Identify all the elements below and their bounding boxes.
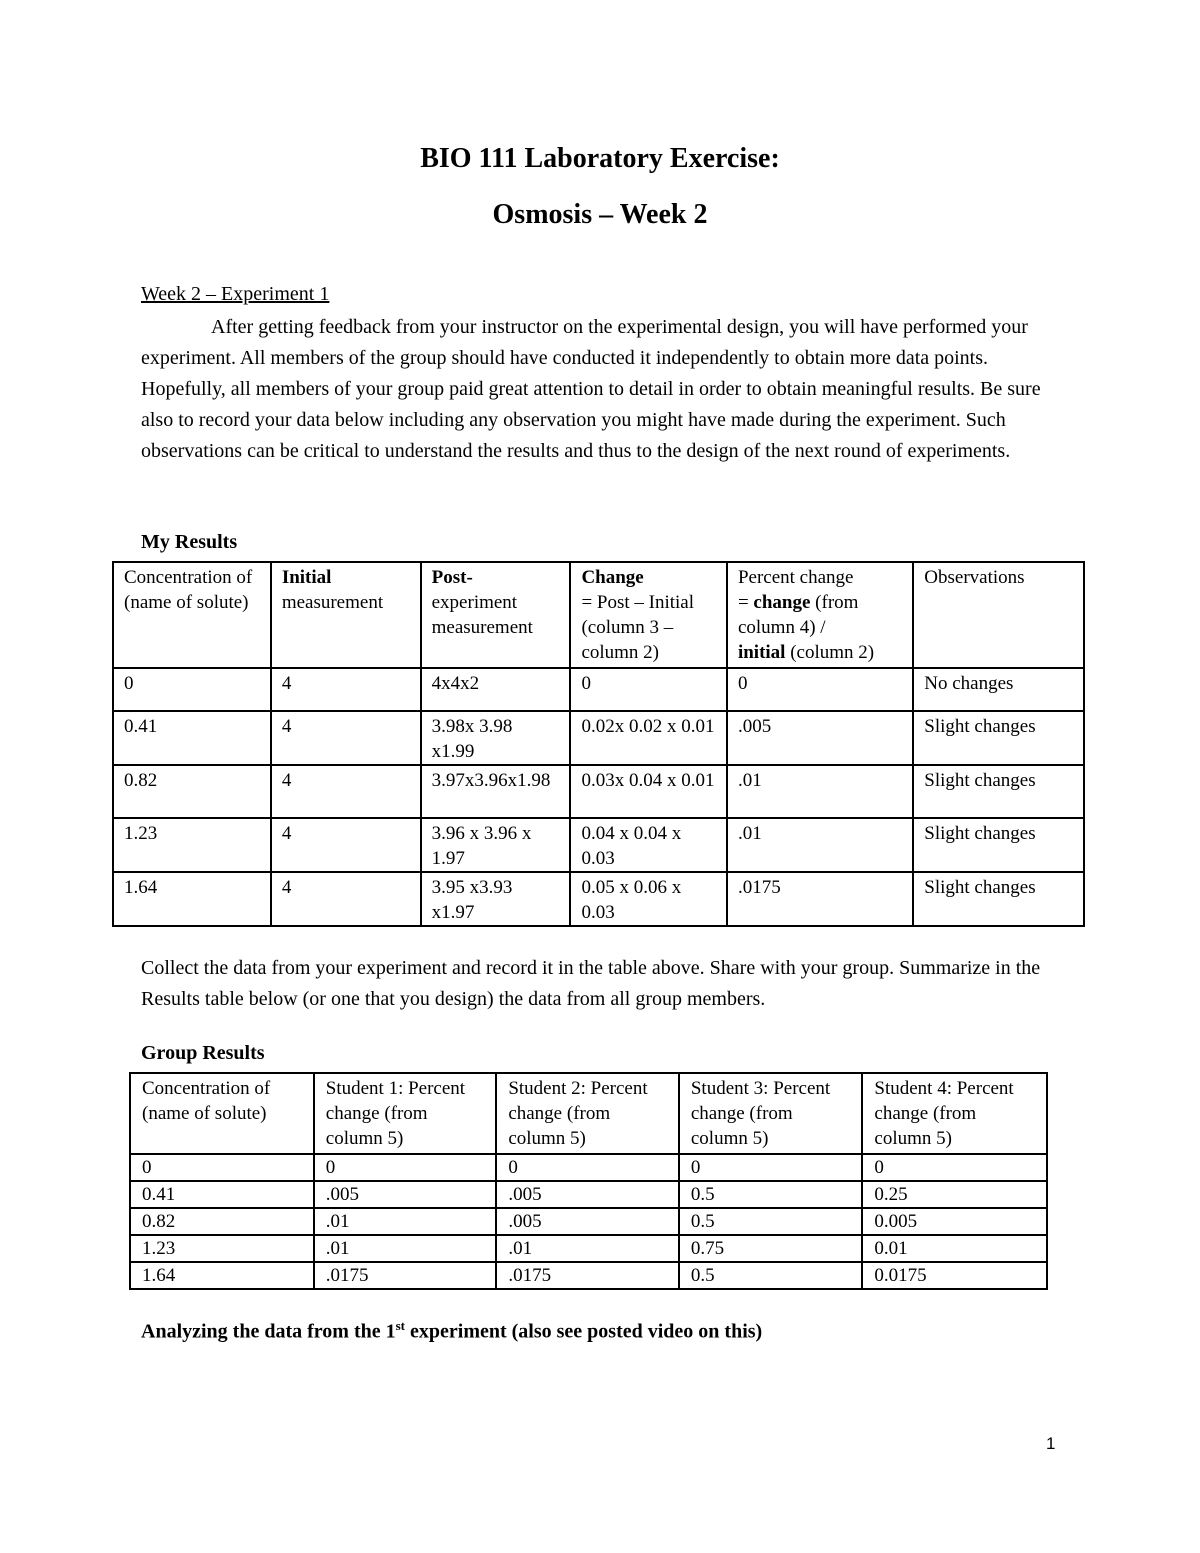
table-cell: .01 bbox=[727, 818, 913, 872]
group-results-heading: Group Results bbox=[141, 1042, 265, 1064]
table-cell: 0.05 x 0.06 x 0.03 bbox=[570, 872, 727, 926]
table-row bbox=[113, 711, 1084, 765]
table-cell: 0.03x 0.04 x 0.01 bbox=[570, 765, 727, 818]
table-row bbox=[113, 818, 1084, 872]
table-cell: .01 bbox=[727, 765, 913, 818]
table-cell: 4 bbox=[271, 668, 421, 711]
table-cell: 0 bbox=[679, 1154, 863, 1181]
table-cell: 0.5 bbox=[679, 1208, 863, 1235]
table-cell: .005 bbox=[496, 1208, 679, 1235]
table-cell: 3.97x3.96x1.98 bbox=[421, 765, 571, 818]
header-observations: Observations bbox=[913, 562, 1084, 668]
table-cell: No changes bbox=[913, 668, 1084, 711]
table-cell: 0 bbox=[862, 1154, 1047, 1181]
table-cell: .005 bbox=[314, 1181, 497, 1208]
table-cell: Slight changes bbox=[913, 818, 1084, 872]
section-heading: Week 2 – Experiment 1 bbox=[141, 283, 330, 305]
table-row bbox=[130, 1235, 1047, 1262]
header-initial: Initial measurement bbox=[271, 562, 421, 668]
table-row bbox=[113, 668, 1084, 711]
table-cell: 0 bbox=[130, 1154, 314, 1181]
table-cell: 0 bbox=[314, 1154, 497, 1181]
header-percent-change: Percent change = change (from column 4) / initial (column 2) bbox=[727, 562, 913, 668]
page-number: 1 bbox=[1046, 1434, 1056, 1453]
table-row bbox=[130, 1208, 1047, 1235]
table-row bbox=[113, 765, 1084, 818]
table-cell: 0.5 bbox=[679, 1262, 863, 1289]
table-cell: .01 bbox=[314, 1235, 497, 1262]
collect-instructions: Collect the data from your experiment and record it in the table above. Share with your group. Summarize in the Results table below (or one that you design) the data from all group members. bbox=[141, 957, 1041, 1010]
table-cell: Slight changes bbox=[913, 711, 1084, 765]
table-cell: 0.0175 bbox=[862, 1262, 1047, 1289]
table-cell: 3.96 x 3.96 x 1.97 bbox=[421, 818, 571, 872]
my-results-table bbox=[112, 561, 1085, 927]
table-cell: 0.01 bbox=[862, 1235, 1047, 1262]
table-cell: 0.04 x 0.04 x 0.03 bbox=[570, 818, 727, 872]
table-cell: .0175 bbox=[314, 1262, 497, 1289]
header-student-1: Student 1: Percent change (from column 5) bbox=[314, 1073, 497, 1154]
group-results-table bbox=[129, 1072, 1048, 1290]
table-cell: 4 bbox=[271, 765, 421, 818]
table-cell: 4x4x2 bbox=[421, 668, 571, 711]
header-post: Post- experiment measurement bbox=[421, 562, 571, 668]
table-cell: 0 bbox=[113, 668, 271, 711]
table-cell: 0.5 bbox=[679, 1181, 863, 1208]
document-subtitle: Osmosis – Week 2 bbox=[492, 199, 708, 230]
table-row bbox=[113, 872, 1084, 926]
table-cell: 1.64 bbox=[113, 872, 271, 926]
table-row bbox=[130, 1262, 1047, 1289]
table-cell: 0.005 bbox=[862, 1208, 1047, 1235]
table-cell: 0.75 bbox=[679, 1235, 863, 1262]
header-change: Change = Post – Initial (column 3 – column 2) bbox=[570, 562, 727, 668]
table-cell: .005 bbox=[727, 711, 913, 765]
intro-paragraph bbox=[141, 312, 1071, 467]
table-header-row bbox=[130, 1073, 1047, 1154]
table-cell: Slight changes bbox=[913, 872, 1084, 926]
table-cell: .01 bbox=[314, 1208, 497, 1235]
table-cell: 4 bbox=[271, 818, 421, 872]
table-cell: 4 bbox=[271, 872, 421, 926]
table-cell: 3.98x 3.98 x1.99 bbox=[421, 711, 571, 765]
analyzing-heading: Analyzing the data from the 1st experiment (also see posted video on this) bbox=[141, 1318, 763, 1343]
table-cell: .01 bbox=[496, 1235, 679, 1262]
table-cell: 0.02x 0.02 x 0.01 bbox=[570, 711, 727, 765]
table-cell: Slight changes bbox=[913, 765, 1084, 818]
header-concentration: Concentration of (name of solute) bbox=[130, 1073, 314, 1154]
document-title: BIO 111 Laboratory Exercise: bbox=[420, 143, 780, 174]
table-cell: 1.23 bbox=[130, 1235, 314, 1262]
table-cell: 1.23 bbox=[113, 818, 271, 872]
table-cell: 0.25 bbox=[862, 1181, 1047, 1208]
table-cell: 4 bbox=[271, 711, 421, 765]
intro-text: After getting feedback from your instructor on the experimental design, you will have performed your experiment. All members of the group should have conducted it independently to obtain more data points. Hopefully, all members of your group paid great attention to detail in order to obtain meaningful results. Be sure also to record your data below including any observation you might have made during the experiment. Such observations can be critical to understand the results and thus to the design of the next round of experiments. bbox=[141, 316, 1041, 462]
table-cell: 0 bbox=[496, 1154, 679, 1181]
table-row bbox=[130, 1154, 1047, 1181]
table-cell: .005 bbox=[496, 1181, 679, 1208]
table-cell: 0.82 bbox=[113, 765, 271, 818]
table-cell: 1.64 bbox=[130, 1262, 314, 1289]
table-cell: 0.41 bbox=[113, 711, 271, 765]
table-cell: 0 bbox=[727, 668, 913, 711]
table-cell: .0175 bbox=[727, 872, 913, 926]
header-student-4: Student 4: Percent change (from column 5) bbox=[862, 1073, 1047, 1154]
table-cell: 0 bbox=[570, 668, 727, 711]
table-header-row bbox=[113, 562, 1084, 668]
table-cell: 0.82 bbox=[130, 1208, 314, 1235]
header-student-3: Student 3: Percent change (from column 5) bbox=[679, 1073, 863, 1154]
table-cell: .0175 bbox=[496, 1262, 679, 1289]
table-cell: 0.41 bbox=[130, 1181, 314, 1208]
table-cell: 3.95 x3.93 x1.97 bbox=[421, 872, 571, 926]
table-row bbox=[130, 1181, 1047, 1208]
my-results-heading: My Results bbox=[141, 531, 238, 553]
header-concentration: Concentration of (name of solute) bbox=[113, 562, 271, 668]
header-student-2: Student 2: Percent change (from column 5) bbox=[496, 1073, 679, 1154]
